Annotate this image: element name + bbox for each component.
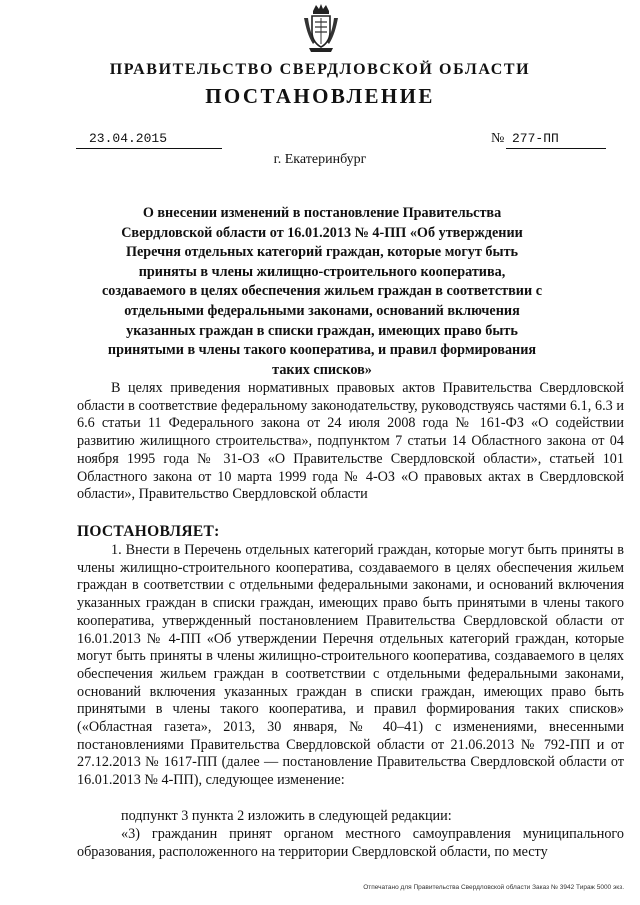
document-subject: О внесении изменений в постановление Правительства Свердловской области от 16.01.2013 № 4-ПП «Об утверждении Перечня отдельных категорий граждан, которые могут быть приняты в члены жилищно-строительного кооператива, создаваемого в целях обеспечения жильем граждан в соответствии с отдельными федеральными законами, оснований включения указанных граждан в списки граждан, имеющих право быть принятыми в члены такого кооператива, и правил формирования таких списков» xyxy=(101,205,542,378)
quoted-paragraph: «3) гражданин принят органом местного самоуправления муниципального образования, расположенного на территории Свердловской области, по месту xyxy=(77,826,624,860)
item-1-paragraph: 1. Внести в Перечень отдельных категорий граждан, которые могут быть приняты в члены жилищно-строительного кооператива, создаваемого в целях обеспечения жильем граждан в соответствии с отдельными федеральными законами, и оснований включения указанных граждан в списки граждан, имеющих право быть принятыми в члены такого кооператива, утвержденный постановлением Правительства Свердловской области от 16.01.2013 № 4-ПП «Об утверждении Перечня отдельных категорий граждан, которые могут быть приняты в члены жилищно-строительного кооператива, создаваемого в целях обеспечения жильем граждан в соответствии с отдельными федеральными законами, оснований включения указанных граждан в списки граждан, имеющих право быть принятыми в члены такого кооператива, и правил формирования таких списков» («Областная газета», 2013, 30 января, № 40–41) с изменениями, внесенными постановлениями Правительства Свердловской области от 21.06.2013 № 792-ПП и от 27.12.2013 № 1617-ПП (далее — постановление Правительства Свердловской области от 16.01.2013 № 4-ПП), следующее изменение: xyxy=(77,542,624,789)
subitem-paragraph: подпункт 3 пункта 2 изложить в следующей редакции: xyxy=(121,808,452,824)
document-date: 23.04.2015 xyxy=(89,131,168,146)
resolves-heading: ПОСТАНОВЛЯЕТ: xyxy=(77,523,220,540)
city: г. Екатеринбург xyxy=(273,152,367,167)
preamble-paragraph: В целях приведения нормативных правовых актов Правительства Свердловской области в соответствие федеральному законодательству, руководствуясь частями 6.1, 6.3 и 6.6 статьи 11 Федерального закона от 24 июля 2008 года № 161-ФЗ «О содействии развитию жилищного строительства», подпунктом 7 статьи 14 Областного закона от 04 ноября 1995 года № 31-ОЗ «О Правительстве Свердловской области», статьей 101 Областного закона от 10 марта 1999 года № 4-ОЗ «О правовых актах в Свердловской области», Правительство Свердловской области xyxy=(77,380,624,503)
government-name: ПРАВИТЕЛЬСТВО СВЕРДЛОВСКОЙ ОБЛАСТИ xyxy=(109,61,531,78)
print-footer: Отпечатано для Правительства Свердловской области Заказ № 3942 Тираж 5000 экз. xyxy=(363,884,624,891)
number-sign: № xyxy=(491,131,505,146)
coat-of-arms-icon xyxy=(300,2,342,54)
document-type: ПОСТАНОВЛЕНИЕ xyxy=(205,84,435,108)
document-number: 277-ПП xyxy=(512,131,559,146)
